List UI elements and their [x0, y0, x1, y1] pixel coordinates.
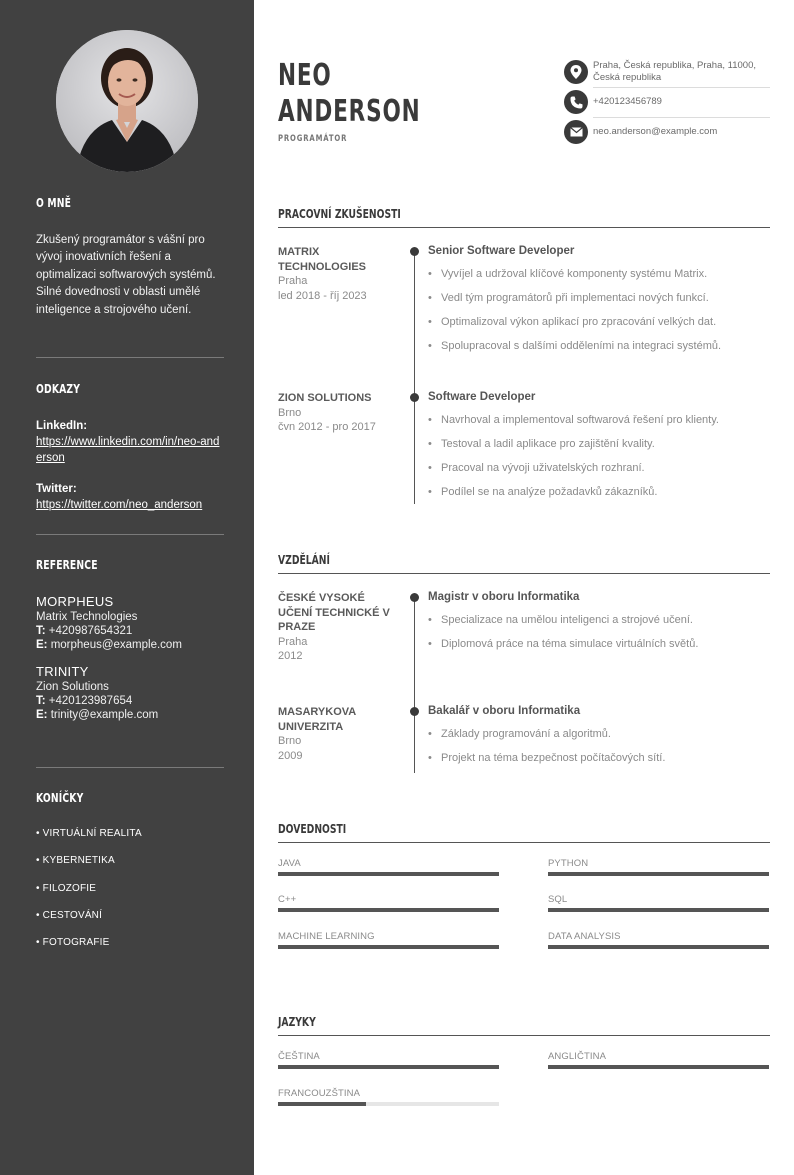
- education-entry-details: [428, 591, 773, 661]
- language-item: [278, 1088, 499, 1106]
- skill-name: PYTHON: [548, 858, 589, 869]
- skill-bar-track: [548, 945, 769, 949]
- experience-entry-details: [428, 245, 773, 363]
- hobbies-list: [36, 827, 224, 963]
- degree-title: Bakalář v oboru Informatika: [428, 705, 581, 717]
- twitter-link[interactable]: https://twitter.com/neo_anderson: [36, 499, 203, 511]
- school-name: MASARYKOVA UNIVERZITA: [278, 706, 356, 733]
- first-name: NEO: [278, 58, 332, 93]
- hobby-item: • FOTOGRAFIE: [36, 937, 110, 949]
- candidate-name: [278, 58, 420, 130]
- company-city: Praha: [278, 275, 308, 287]
- skill-bar-track: [548, 908, 769, 912]
- sidebar: [0, 0, 254, 1175]
- skill-item: [548, 858, 769, 876]
- contact-divider: [593, 117, 770, 118]
- bullet-item: • Specializace na umělou inteligenci a strojové učení.: [428, 613, 773, 627]
- skill-item: [278, 931, 499, 949]
- education-entry-details: [428, 705, 773, 775]
- links-section: [36, 381, 224, 513]
- skill-bar-fill: [548, 872, 769, 876]
- section-rule: [278, 1035, 770, 1036]
- skill-item: [278, 858, 499, 876]
- reference-phone: T: +420987654321: [36, 625, 133, 637]
- reference-company: Matrix Technologies: [36, 611, 138, 623]
- link-label: LinkedIn:: [36, 420, 88, 432]
- hobbies-section: [36, 790, 224, 963]
- bullet-item: • Spolupracoval s dalšími odděleními na integraci systémů.: [428, 339, 773, 353]
- job-dates: led 2018 - říj 2023: [278, 289, 367, 302]
- section-rule: [278, 227, 770, 228]
- reference-email: E: trinity@example.com: [36, 709, 159, 721]
- about-section: [36, 195, 224, 319]
- skill-bar-track: [278, 908, 499, 912]
- references-section: [36, 557, 224, 721]
- skill-item: [548, 894, 769, 912]
- language-bar-track: [548, 1065, 769, 1069]
- language-name: FRANCOUZŠTINA: [278, 1088, 361, 1099]
- reference-company: Zion Solutions: [36, 681, 109, 693]
- school-city: Brno: [278, 735, 302, 747]
- skills-heading: DOVEDNOSTI: [278, 821, 347, 836]
- language-bar-track: [278, 1102, 499, 1106]
- company-city: Brno: [278, 406, 302, 419]
- language-bar-fill: [278, 1102, 366, 1106]
- phone-text: +420123456789: [593, 96, 662, 107]
- section-rule: [278, 842, 770, 843]
- language-bar-track: [278, 1065, 499, 1069]
- company-name: MATRIX TECHNOLOGIES: [278, 246, 367, 273]
- contact-list: [564, 60, 770, 144]
- hobby-item: • CESTOVÁNÍ: [36, 909, 103, 921]
- about-heading: O MNĚ: [36, 195, 72, 210]
- section-rule: [278, 573, 770, 574]
- bullet-item: • Základy programování a algoritmů.: [428, 727, 773, 741]
- links-heading: ODKAZY: [36, 381, 81, 396]
- graduation-year: 2012: [278, 650, 303, 662]
- contact-phone: [564, 90, 770, 114]
- hobbies-heading: KONÍČKY: [36, 790, 84, 805]
- link-linkedin: [36, 418, 224, 466]
- degree-bullets: [428, 727, 773, 765]
- degree-title: Magistr v oboru Informatika: [428, 591, 580, 603]
- bullet-item: • Testoval a ladil aplikace pro zajištění kvality.: [428, 437, 773, 451]
- skill-item: [278, 894, 499, 912]
- timeline-dot: [410, 393, 419, 402]
- portrait-illustration: [56, 30, 198, 172]
- skill-bar-fill: [278, 908, 499, 912]
- reference-name: TRINITY: [36, 664, 89, 679]
- email-text: neo.anderson@example.com: [593, 126, 718, 137]
- job-title: Senior Software Developer: [428, 245, 575, 257]
- sidebar-divider: [36, 534, 224, 535]
- contact-address: [564, 60, 770, 84]
- contact-divider: [593, 87, 770, 88]
- bullet-item: • Pracoval na vývoji uživatelských rozhraní.: [428, 461, 773, 475]
- skill-name: SQL: [548, 894, 568, 905]
- education-entry-meta: [278, 591, 396, 664]
- reference-item: [36, 664, 224, 721]
- location-pin-icon: [564, 60, 588, 84]
- skill-bar-fill: [548, 945, 769, 949]
- hobby-item: • VIRTUÁLNÍ REALITA: [36, 828, 142, 839]
- skill-name: C++: [278, 894, 297, 905]
- graduation-year: 2009: [278, 749, 303, 762]
- envelope-icon: [564, 120, 588, 144]
- language-bar-fill: [278, 1065, 499, 1069]
- hobby-item: • FILOZOFIE: [36, 882, 97, 894]
- skill-name: MACHINE LEARNING: [278, 931, 375, 942]
- education-entry-meta: [278, 705, 396, 763]
- skill-bar-track: [548, 872, 769, 876]
- language-item: [278, 1051, 499, 1069]
- about-text: Zkušený programátor s vášní pro vývoj inovativních řešení a optimalizaci softwarových systémů. Silné dovednosti v oblasti umělé inteligence a strojového učení.: [36, 234, 216, 316]
- hobby-item: • KYBERNETIKA: [36, 855, 115, 867]
- references-heading: REFERENCE: [36, 557, 98, 572]
- skill-bar-fill: [278, 872, 499, 876]
- timeline-dot: [410, 247, 419, 256]
- experience-entry-details: [428, 391, 773, 509]
- skill-bar-fill: [278, 945, 499, 949]
- skill-item: [548, 931, 769, 949]
- skill-bar-fill: [548, 908, 769, 912]
- bullet-item: • Vedl tým programátorů při implementaci nových funkcí.: [428, 291, 773, 305]
- sidebar-divider: [36, 767, 224, 768]
- language-name: ANGLIČTINA: [548, 1051, 607, 1062]
- experience-timeline: [414, 251, 415, 504]
- reference-email: E: morpheus@example.com: [36, 639, 182, 651]
- skill-bar-track: [278, 945, 499, 949]
- company-name: ZION SOLUTIONS: [278, 392, 372, 404]
- link-twitter: [36, 481, 224, 513]
- bullet-item: • Optimalizoval výkon aplikací pro zpracování velkých dat.: [428, 315, 773, 329]
- skill-name: DATA ANALYSIS: [548, 931, 621, 942]
- languages-heading: JAZYKY: [278, 1014, 316, 1029]
- skill-bar-track: [278, 872, 499, 876]
- experience-entry-meta: [278, 245, 396, 303]
- sidebar-divider: [36, 357, 224, 358]
- degree-bullets: [428, 613, 773, 651]
- job-title: Software Developer: [428, 391, 536, 403]
- bullet-item: • Projekt na téma bezpečnost počítačových sítí.: [428, 751, 773, 765]
- phone-icon: [564, 90, 588, 114]
- last-name: ANDERSON: [278, 94, 421, 129]
- experience-heading: PRACOVNÍ ZKUŠENOSTI: [278, 206, 401, 221]
- experience-entry-meta: [278, 391, 396, 435]
- language-name: ČEŠTINA: [278, 1051, 320, 1062]
- bullet-item: • Navrhoval a implementoval softwarová řešení pro klienty.: [428, 413, 773, 427]
- education-heading: VZDĚLÁNÍ: [278, 552, 330, 567]
- reference-name: MORPHEUS: [36, 594, 114, 609]
- linkedin-link[interactable]: https://www.linkedin.com/in/neo-anderson: [36, 436, 220, 464]
- address-text: Praha, Česká republika, Praha, 11000, Česká republika: [593, 60, 757, 83]
- contact-email: [564, 120, 770, 144]
- job-bullets: [428, 413, 773, 499]
- bullet-item: • Diplomová práce na téma simulace virtuálních světů.: [428, 637, 773, 651]
- job-dates: čvn 2012 - pro 2017: [278, 421, 376, 433]
- school-city: Praha: [278, 635, 308, 648]
- school-name: ČESKÉ VYSOKÉ UČENÍ TECHNICKÉ V PRAZE: [278, 592, 390, 633]
- reference-item: [36, 594, 224, 651]
- job-bullets: [428, 267, 773, 353]
- timeline-dot: [410, 593, 419, 602]
- link-label: Twitter:: [36, 483, 77, 495]
- language-item: [548, 1051, 769, 1069]
- bullet-item: • Vyvíjel a udržoval klíčové komponenty systému Matrix.: [428, 267, 773, 281]
- timeline-dot: [410, 707, 419, 716]
- bullet-item: • Podílel se na analýze požadavků zákazníků.: [428, 485, 773, 499]
- job-role: PROGRAMÁTOR: [278, 134, 348, 144]
- skill-name: JAVA: [278, 858, 301, 869]
- education-timeline: [414, 597, 415, 773]
- reference-phone: T: +420123987654: [36, 695, 133, 707]
- language-bar-fill: [548, 1065, 769, 1069]
- profile-photo: [56, 30, 198, 172]
